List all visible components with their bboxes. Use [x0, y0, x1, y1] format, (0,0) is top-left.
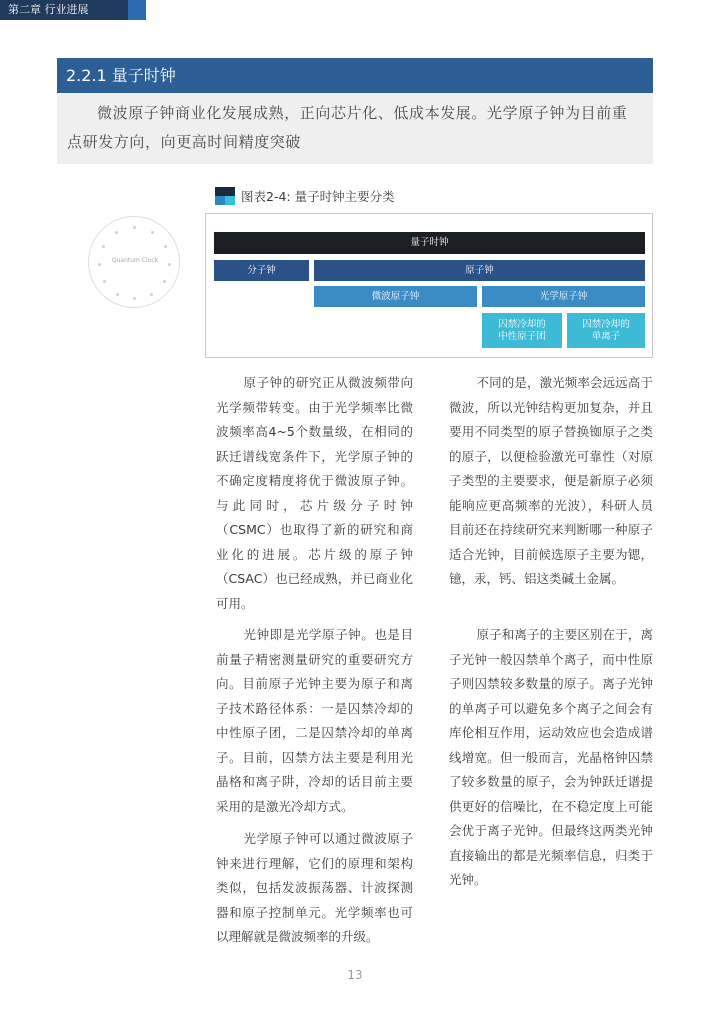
node-atomic-clock: 原子钟 [314, 260, 645, 281]
body-paragraph: 原子和离子的主要区别在于，离子光钟一般囚禁单个离子，而中性原子则囚禁较多数量的原子。离子光钟的单离子可以避免多个离子之间会有库伦相互作用，运动效应也会造成谱线增宽。但一般而言，光晶格钟囚禁了较多数量的原子，会为钟跃迁谱提供更好的信噪比，在不稳定度上可能会优于离子光钟。但最终这两类光钟直接输出的都是光频率信息，归类于光钟。 [449, 627, 653, 887]
section-summary: 微波原子钟商业化发展成熟，正向芯片化、低成本发展。光学原子钟为目前重点研发方向，向更高时间精度突破 [57, 93, 653, 164]
page-number: 13 [347, 968, 363, 982]
body-paragraph: 原子钟的研究正从微波频带向光学频带转变。由于光学频率比微波频率高4~5个数量级，在相同的跃迁谱线宽条件下，光学原子钟的不确定度精度将优于微波原子钟。与此同时，芯片级分子时钟（CSMC）也取得了新的研究和商业化的进展。芯片级的原子钟（CSAC）也已经成熟，并已商业化可用。 [216, 375, 413, 611]
node-single-ion: 囚禁冷却的 单离子 [567, 313, 645, 348]
quantum-clock-label: Quantum Clock [111, 257, 159, 264]
quantum-clock-graphic [88, 216, 180, 308]
section-title: 2.2.1 量子时钟 [57, 58, 653, 93]
figure-title: 图表2-4: 量子时钟主要分类 [241, 189, 395, 204]
body-paragraph: 光学原子钟可以通过微波原子钟来进行理解，它们的原理和架构类似，包括发波振荡器、计波探测器和原子控制单元。光学频率也可以理解就是微波频率的升级。 [216, 831, 413, 944]
body-paragraph: 不同的是，激光频率会远远高于微波，所以光钟结构更加复杂，并且要用不同类型的原子替换铷原子之类的原子，以便检验激光可靠性（对原子类型的主要要求，便是新原子必须能响应更高频率的光波），科研人员目前还在持续研究来判断哪一种原子适合光钟，目前候选原子主要为锶，镱，汞，钙、铝这类碱土金属。 [449, 375, 653, 586]
classification-diagram [205, 213, 653, 358]
node-microwave-atomic-clock: 微波原子钟 [314, 286, 477, 307]
node-molecular-clock: 分子钟 [214, 260, 309, 281]
node-quantum-clock: 量子时钟 [214, 232, 645, 254]
chapter-header-accent [128, 0, 146, 20]
body-paragraph: 光钟即是光学原子钟。也是目前量子精密测量研究的重要研究方向。目前原子光钟主要为原子和离子技术路径体系：一是囚禁冷却的中性原子团，二是囚禁冷却的单离子。目前，囚禁方法主要是利用光晶格和离子阱，冷却的话目前主要采用的是激光冷却方式。 [216, 627, 413, 814]
figure-caption [215, 186, 395, 206]
chapter-header-tag: 第二章 行业进展 [0, 0, 128, 20]
figure-icon [215, 187, 235, 205]
node-optical-atomic-clock: 光学原子钟 [482, 286, 645, 307]
node-neutral-atom-cloud: 囚禁冷却的 中性原子团 [482, 313, 562, 348]
